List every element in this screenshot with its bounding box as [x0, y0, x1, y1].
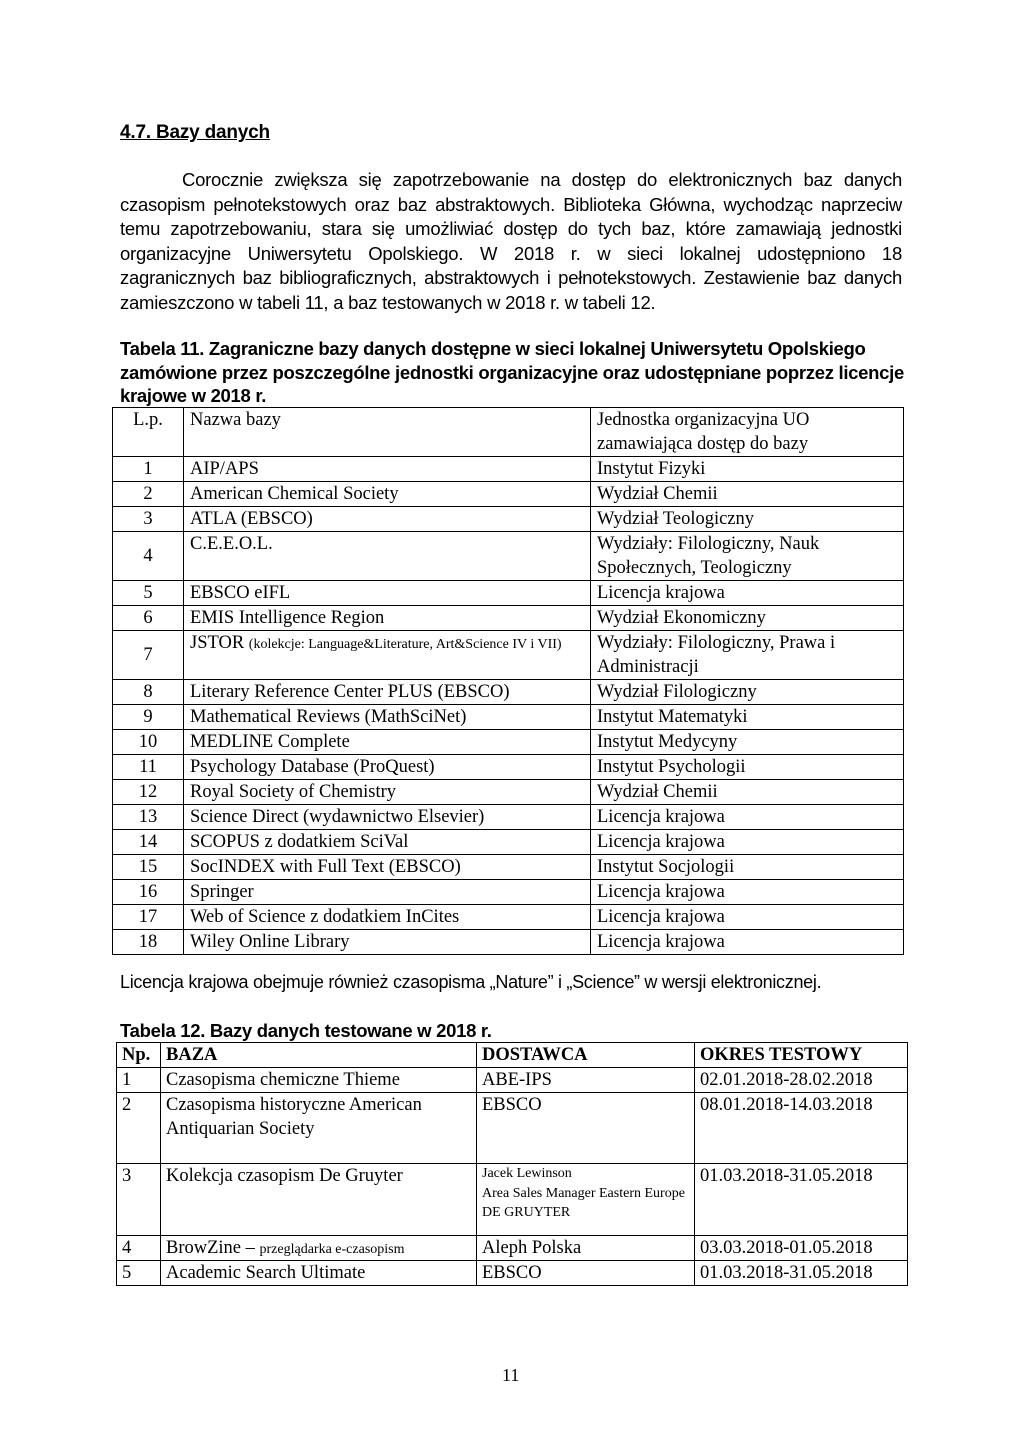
intro-text: Corocznie zwiększa się zapotrzebowanie na dostęp do elektronicznych baz danych czasopism pełnotekstowych oraz baz abstraktowych. Biblioteka Główna, wychodząc naprzeciw temu zapotrzebowaniu, stara się umożliwiać dostęp do tych baz, które zamawiają jednostki organizacyjne Uniwersytetu Opolskiego. W 2018 r. w sieci lokalnej udostępniono 18 zagranicznych baz bibliograficznych, abstraktowych i pełnotekstowych. Zestawienie baz danych zamieszczono w tabeli 11, a baz testowanych w 2018 r. w tabeli 12.	[120, 169, 902, 313]
cell-name	[184, 905, 591, 930]
cell-dostawca: EBSCO	[477, 1093, 695, 1164]
cell-name	[184, 631, 591, 680]
table-row	[113, 631, 904, 680]
name-text: JSTOR	[190, 633, 245, 653]
cell-name	[184, 880, 591, 905]
cell-lp: 9	[113, 705, 184, 730]
cell-unit: Instytut Medycyny	[591, 730, 904, 755]
cell-baza	[161, 1093, 477, 1164]
cell-baza	[161, 1068, 477, 1093]
section-heading: 4.7. Bazy danych	[120, 122, 270, 143]
baza-text: Czasopisma chemiczne Thieme	[166, 1070, 400, 1090]
cell-okres: 01.03.2018-31.05.2018	[695, 1260, 908, 1285]
dostawca-line: DE GRUYTER	[482, 1205, 571, 1220]
cell-unit: Wydziały: Filologiczny, Prawa i Administracji	[591, 631, 904, 680]
table-row	[113, 532, 904, 581]
cell-name	[184, 805, 591, 830]
cell-unit: Wydział Chemii	[591, 780, 904, 805]
cell-unit: Instytut Socjologii	[591, 855, 904, 880]
header-name: Nazwa bazy	[184, 408, 591, 457]
table-row	[113, 780, 904, 805]
table11	[112, 407, 904, 955]
table-row	[117, 1260, 908, 1285]
table12-caption: Tabela 12. Bazy danych testowane w 2018 r.	[120, 1020, 492, 1041]
dostawca-line: Area Sales Manager Eastern Europe	[482, 1185, 685, 1201]
cell-okres: 03.03.2018-01.05.2018	[695, 1235, 908, 1260]
name-text: Springer	[190, 882, 254, 902]
cell-dostawca: Aleph Polska	[477, 1235, 695, 1260]
header-unit: Jednostka organizacyjna UO zamawiająca dostęp do bazy	[591, 408, 904, 457]
name-text: American Chemical Society	[190, 484, 399, 504]
cell-okres: 02.01.2018-28.02.2018	[695, 1068, 908, 1093]
header-cell: OKRES TESTOWY	[695, 1043, 908, 1068]
cell-lp: 1	[113, 457, 184, 482]
cell-np: 4	[117, 1235, 161, 1260]
table12	[116, 1042, 908, 1286]
cell-lp: 10	[113, 730, 184, 755]
baza-text: Kolekcja czasopism De Gruyter	[166, 1166, 403, 1186]
name-text: EMIS Intelligence Region	[190, 608, 385, 628]
cell-baza	[161, 1260, 477, 1285]
table-header-row	[113, 408, 904, 457]
name-text: EBSCO eIFL	[190, 583, 291, 603]
header-lp: L.p.	[113, 408, 184, 457]
cell-lp: 13	[113, 805, 184, 830]
cell-name	[184, 930, 591, 955]
name-text: AIP/APS	[190, 459, 259, 479]
table-row	[113, 482, 904, 507]
header-cell: DOSTAWCA	[477, 1043, 695, 1068]
table-row	[113, 581, 904, 606]
table-row	[113, 830, 904, 855]
cell-unit: Licencja krajowa	[591, 830, 904, 855]
cell-lp: 6	[113, 606, 184, 631]
cell-unit: Wydział Ekonomiczny	[591, 606, 904, 631]
cell-lp: 5	[113, 581, 184, 606]
cell-name	[184, 532, 591, 581]
baza-note: przeglądarka e-czasopism	[259, 1241, 405, 1257]
cell-name	[184, 830, 591, 855]
cell-name	[184, 680, 591, 705]
cell-lp: 2	[113, 482, 184, 507]
page-number: 11	[502, 1365, 520, 1385]
cell-okres: 08.01.2018-14.03.2018	[695, 1093, 908, 1164]
dostawca-line: Jacek Lewinson	[482, 1166, 572, 1181]
table-row	[113, 606, 904, 631]
cell-name	[184, 705, 591, 730]
name-text: Web of Science z dodatkiem InCites	[190, 907, 460, 927]
license-note: Licencja krajowa obejmuje również czasopisma „Nature” i „Science” w wersji elektronicznej.	[120, 972, 822, 992]
cell-name	[184, 507, 591, 532]
name-text: Royal Society of Chemistry	[190, 782, 397, 802]
cell-np: 3	[117, 1164, 161, 1236]
name-text: Psychology Database (ProQuest)	[190, 757, 435, 777]
cell-name	[184, 755, 591, 780]
table-row	[113, 705, 904, 730]
table-row	[113, 855, 904, 880]
cell-lp: 7	[113, 631, 184, 680]
cell-unit: Wydział Teologiczny	[591, 507, 904, 532]
cell-dostawca	[477, 1164, 695, 1236]
baza-text: Czasopisma historyczne American Antiquarian Society	[166, 1095, 422, 1139]
table-header-row	[117, 1043, 908, 1068]
name-text: C.E.E.O.L.	[190, 534, 273, 554]
cell-name	[184, 457, 591, 482]
name-text: Mathematical Reviews (MathSciNet)	[190, 707, 467, 727]
name-text: SocINDEX with Full Text (EBSCO)	[190, 857, 461, 877]
cell-unit: Wydział Chemii	[591, 482, 904, 507]
table-row	[113, 905, 904, 930]
table-row	[113, 880, 904, 905]
table-row	[117, 1068, 908, 1093]
header-cell: BAZA	[161, 1043, 477, 1068]
cell-baza	[161, 1164, 477, 1236]
table-row	[113, 730, 904, 755]
cell-unit: Wydział Filologiczny	[591, 680, 904, 705]
cell-unit: Wydziały: Filologiczny, Nauk Społecznych, Teologiczny	[591, 532, 904, 581]
name-text: SCOPUS z dodatkiem SciVal	[190, 832, 409, 852]
name-text: MEDLINE Complete	[190, 732, 350, 752]
cell-okres: 01.03.2018-31.05.2018	[695, 1164, 908, 1236]
table-row	[113, 680, 904, 705]
cell-name	[184, 855, 591, 880]
cell-lp: 14	[113, 830, 184, 855]
cell-unit: Instytut Fizyki	[591, 457, 904, 482]
name-text: Wiley Online Library	[190, 932, 350, 952]
cell-unit: Licencja krajowa	[591, 805, 904, 830]
header-cell: Np.	[117, 1043, 161, 1068]
cell-unit: Instytut Matematyki	[591, 705, 904, 730]
table-row	[113, 457, 904, 482]
cell-np: 2	[117, 1093, 161, 1164]
cell-lp: 18	[113, 930, 184, 955]
cell-lp: 4	[113, 532, 184, 581]
table-row	[113, 755, 904, 780]
table-row	[117, 1093, 908, 1164]
cell-name	[184, 482, 591, 507]
cell-name	[184, 581, 591, 606]
table-row	[113, 805, 904, 830]
table-row	[117, 1235, 908, 1260]
name-note: (kolekcje: Language&Literature, Art&Science IV i VII)	[248, 637, 562, 652]
cell-unit: Licencja krajowa	[591, 880, 904, 905]
cell-unit: Licencja krajowa	[591, 581, 904, 606]
table-row	[113, 507, 904, 532]
baza-text: BrowZine –	[166, 1237, 260, 1258]
cell-unit: Licencja krajowa	[591, 905, 904, 930]
cell-np: 1	[117, 1068, 161, 1093]
name-text: Science Direct (wydawnictwo Elsevier)	[190, 807, 485, 827]
table-row	[113, 930, 904, 955]
cell-unit: Licencja krajowa	[591, 930, 904, 955]
cell-lp: 16	[113, 880, 184, 905]
baza-text: Academic Search Ultimate	[166, 1262, 366, 1283]
table11-caption: Tabela 11. Zagraniczne bazy danych dostępne w sieci lokalnej Uniwersytetu Opolskiego zamówione przez poszczególne jednostki organizacyjne oraz udostępniane poprzez licencje krajowe w 2018 r.	[120, 338, 904, 406]
cell-unit: Instytut Psychologii	[591, 755, 904, 780]
table-row	[117, 1164, 908, 1236]
cell-name	[184, 780, 591, 805]
name-text: Literary Reference Center PLUS (EBSCO)	[190, 682, 510, 702]
cell-lp: 11	[113, 755, 184, 780]
cell-name	[184, 606, 591, 631]
cell-lp: 12	[113, 780, 184, 805]
cell-lp: 15	[113, 855, 184, 880]
cell-baza	[161, 1235, 477, 1260]
cell-dostawca: EBSCO	[477, 1260, 695, 1285]
intro-paragraph	[120, 168, 902, 316]
cell-name	[184, 730, 591, 755]
cell-lp: 3	[113, 507, 184, 532]
cell-np: 5	[117, 1260, 161, 1285]
cell-lp: 8	[113, 680, 184, 705]
cell-dostawca: ABE-IPS	[477, 1068, 695, 1093]
name-text: ATLA (EBSCO)	[190, 509, 313, 529]
cell-lp: 17	[113, 905, 184, 930]
